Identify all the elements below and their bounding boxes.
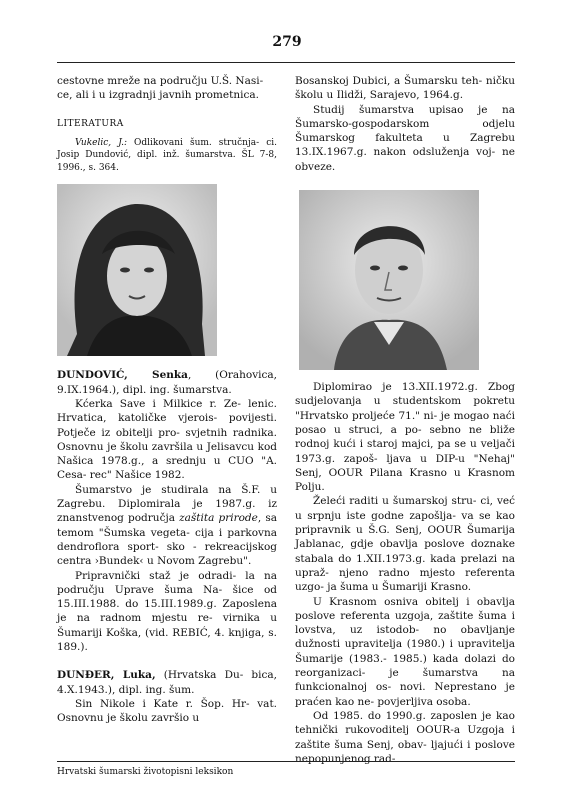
entry-senka-p2-b: , sa temom "Šumska vegeta- cija i parkovna dendroflora sport- sko - rekreacijskog centra ›Bundek‹ u Novom Zagrebu". xyxy=(57,512,278,568)
entry-luka-paragraph-3: Diplomirao je 13.XII.1972.g. Zbog sudjelovanja u studentskom pokretu "Hrvatsko proljeće 71." ni- je mogao naći posao u struci, a po- sebno ne bliže rodnoj kući i staroj majci, pa se u veljači 1973.g. zapoš- ljava u DIP-u "Nehaj" Senj, OOUR Pilana Krasno u Krasnom Polju. xyxy=(295,381,515,494)
literature-reference xyxy=(57,137,277,175)
entry-senka-name: DUNDOVIĆ, Senka xyxy=(57,369,188,382)
footer-rule xyxy=(57,761,515,762)
literature-heading: LITERATURA xyxy=(57,118,124,129)
continued-text xyxy=(57,74,277,103)
left-column xyxy=(57,74,277,726)
entry-senka-paragraph-1: Kćerka Save i Milkice r. Ze- lenic. Hrvatica, katoličke vjerois- povijesti. Potječe iz obitelji pro- svjetnih radnika. Osnovnu je školu završila u Jelisavcu kod Našica 1978.g., a srednju u CUO "A. Cesa- rec" Našice 1982. xyxy=(57,397,277,482)
entry-senka-p2-a: Šumarstvo je studirala na Š.F. u Zagrebu. Diplomirala je 1987.g. iz znanstvenog područja xyxy=(57,483,277,525)
entry-luka-heading xyxy=(57,668,277,697)
footer-title: Hrvatski šumarski životopisni leksikon xyxy=(57,767,234,777)
literature-text: Odlikovani šum. stručnja- ci. Josip Dundović, dipl. inž. šumarstva. ŠL 7-8, 1996., s. 364. xyxy=(57,137,277,173)
header-rule xyxy=(57,62,515,63)
portrait-luka-dunder xyxy=(299,190,479,370)
entry-senka-birth: , (Orahovica, 9.IX.1964.), dipl. ing. šumarstva. xyxy=(57,369,277,396)
continued-line-2: ce, ali i u izgradnji javnih prometnica. xyxy=(57,89,259,102)
right-column xyxy=(295,74,515,766)
entry-luka-name: DUNĐER, Luka, xyxy=(57,669,156,682)
entry-luka-continuation: Bosanskoj Dubici, a Šumarsku teh- ničku školu u Ilidži, Sarajevo, 1964.g. xyxy=(295,75,515,102)
entry-luka-paragraph-5: U Krasnom osniva obitelj i obavlja poslove referenta uzgoja, zaštite šuma i lovstva, uz istodob- no obavljanje dužnosti upravitelja (1980.) i upravitelja Šumarije (1983.- 1985.) kada dolazi do reorganizaci- je šumarstva na funkcionalnoj os- novi. Neprestano je praćen kao ne- povjerljiva osoba. xyxy=(295,595,515,708)
portrait-senka-dundovic xyxy=(57,184,217,356)
literature-author: Vukelic, J.: xyxy=(75,137,127,148)
entry-senka-p2-italic: zaštita prirode xyxy=(179,512,258,525)
entry-luka-paragraph-2: Studij šumarstva upisao je na Šumarsko-gospodarskom odjelu Šumarskog fakulteta u Zagrebu 13.IX.1967.g. nakon odsluženja voj- ne obveze. xyxy=(295,103,515,173)
entry-senka-paragraph-3: Pripravnički staž je odradi- la na području Uprave šuma Na- šice od 15.III.1988. do 15.III.1989.g. Zaposlena je na radnom mjestu re- virnika u Šumariji Koška, (vid. REBIĆ, 4. knjiga, s. 189.). xyxy=(57,569,277,654)
entry-senka-paragraph-2 xyxy=(57,483,277,569)
entry-luka-birth: (Hrvatska Du- bica, 4.X.1943.), dipl. ing. šum. xyxy=(57,669,277,696)
entry-luka-paragraph-4: Želeći raditi u šumarskoj stru- ci, već u srpnju iste godne zapošlja- va se kao pripravnik u Š.G. Senj, OOUR Šumarija Jablanac, gdje obavlja poslove doznake stabala do 1.XII.1973.g. kada prelazi na upraž- njeno radno mjesto referenta uzgo- ja šuma u Šumariji Krasno. xyxy=(295,495,515,594)
continued-line-1: cestovne mreže na području U.Š. Nasi- xyxy=(57,75,264,87)
page-number: 279 xyxy=(272,34,302,50)
entry-luka-paragraph-6: Od 1985. do 1990.g. zaposlen je kao tehnički rukovoditelj OOUR-a Uzgoja i zaštite šuma Senj, obav- ljajući i poslove nepopunjenog rad- xyxy=(295,709,515,765)
entry-luka-paragraph-1: Sin Nikole i Kate r. Šop. Hr- vat. Osnovnu je školu završio u xyxy=(57,697,277,725)
entry-senka-heading xyxy=(57,368,277,397)
